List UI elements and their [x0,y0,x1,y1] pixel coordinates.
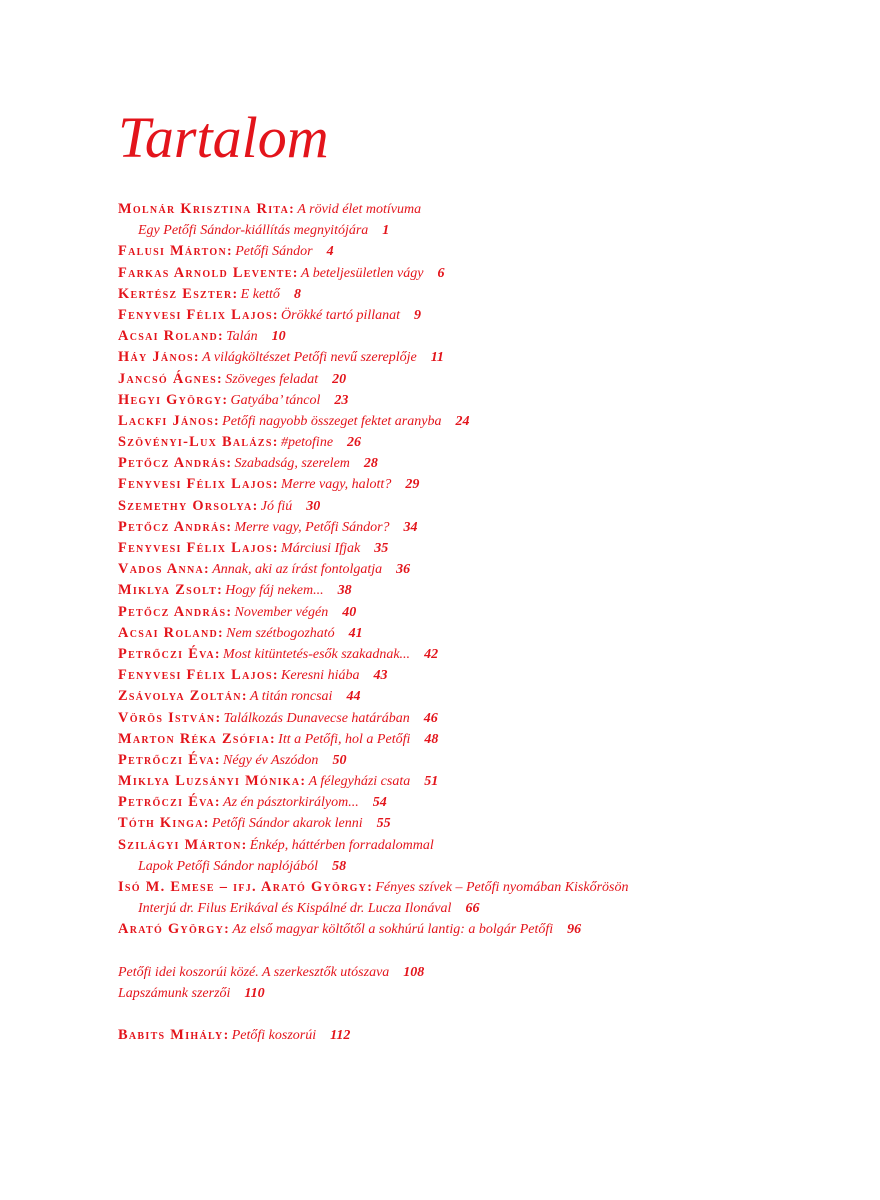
entry-author: Petrőczi Éva [118,645,215,662]
toc-entry: Falusi Márton: Petőfi Sándor 4 [118,243,334,260]
entry-page-number: 41 [348,625,363,641]
toc-entry: Háy János: A világköltészet Petőfi nevű szereplője 11 [118,349,444,366]
entry-author: Isó M. Emese – ifj. Arató György [118,879,368,895]
entry-title: Találkozás Dunavecse határában [223,710,410,726]
toc-entry: Miklya Luzsányi Mónika: A félegyházi csata 51 [118,773,439,790]
entry-page-number: 44 [346,689,361,705]
entry-page-number: 38 [337,583,352,599]
section-spacer [118,941,838,962]
toc-entry: Arató György: Az első magyar költőtől a sokhúrú lantig: a bolgár Petőfi 96 [118,921,582,938]
entry-page-number: 58 [332,858,347,874]
toc-entry: Petrőczi Éva: Négy év Aszódon 50 [118,751,347,768]
entry-title: A rövid élet motívuma [297,202,422,217]
entry-page-number: 108 [403,964,425,980]
entry-page-number: 28 [363,456,378,472]
entry-title: Merre vagy, halott? [281,477,392,493]
entry-page-number: 50 [332,752,347,768]
entry-author: Petőcz András [118,603,227,620]
entry-title: A félegyházi csata [308,774,411,790]
entry-author: Szilágyi Márton [118,836,242,853]
toc-closing-entry: Babits Mihály: Petőfi koszorúi 112 [118,1026,351,1043]
toc-entry: Miklya Zsolt: Hogy fáj nekem... 38 [118,582,352,599]
entry-title: Most kitüntetés-esők szakadnak... [223,646,411,662]
entry-page-number: 26 [347,435,362,451]
entry-page-number: 9 [414,307,422,323]
entry-author: Farkas Arnold Levente [118,264,293,281]
toc-entry: Fenyvesi Félix Lajos: Örökké tartó pillanat 9 [118,306,422,323]
entry-page-number: 42 [424,646,439,662]
entry-author: Petrőczi Éva [118,794,215,811]
entry-page-number: 8 [293,286,301,302]
entry-page-number: 10 [271,329,286,345]
section-spacer [118,1004,838,1025]
table-of-contents [118,199,838,1046]
toc-entry: Petőcz András: Merre vagy, Petőfi Sándor? 34 [118,518,418,535]
toc-entry: Szemethy Orsolya: Jó fiú 30 [118,497,321,514]
toc-entry: Petőcz András: November végén 40 [118,603,357,620]
entry-author: Molnár Krisztina Rita [118,201,290,217]
entry-author: Acsai Roland [118,328,218,345]
toc-entry: Molnár Krisztina Rita: A rövid élet motívuma Egy Petőfi Sándor-kiállítás megnyitójára 1 [118,201,422,239]
entry-author: Petőcz András [118,455,227,472]
entry-author: Falusi Márton [118,243,228,260]
entry-page-number: 48 [424,731,439,747]
entry-author: Hegyi György [118,391,223,408]
entry-title: A beteljesületlen vágy [300,265,424,281]
entry-page-number: 30 [306,498,321,514]
entry-title: Petőfi koszorúi [231,1027,317,1043]
toc-entry: Zsávolya Zoltán: A titán roncsai 44 [118,688,361,705]
toc-entry: Petrőczi Éva: Most kitüntetés-esők szakadnak... 42 [118,645,439,662]
toc-entry: Acsai Roland: Nem szétbogozható 41 [118,624,363,641]
entry-title: Szöveges feladat [225,371,319,387]
entry-title: #petofine [280,435,334,451]
entry-page-number: 51 [424,774,439,790]
entry-title: E kettő [240,286,280,302]
entry-page-number: 36 [396,562,411,578]
entry-title: Az első magyar költőtől a sokhúrú lantig: a bolgár Petőfi [232,922,554,938]
toc-entry: Vados Anna: Annak, aki az írást fontolgatja 36 [118,561,411,578]
entry-author: Szövényi-Lux Balázs [118,434,273,451]
entry-title: Örökké tartó pillanat [281,307,401,323]
entry-subtitle: Lapok Petőfi Sándor naplójából [138,858,319,874]
entry-page-number: 43 [373,668,388,684]
entry-title: Annak, aki az írást fontolgatja [212,562,383,578]
toc-entry: Jancsó Ágnes: Szöveges feladat 20 [118,370,347,387]
entry-author: Szemethy Orsolya [118,497,253,514]
toc-entry: Isó M. Emese – ifj. Arató György: Fényes szívek – Petőfi nyomában Kiskőrösön Interjú dr. Filus Erikával és Kispálné dr. Lucza Ilonával 66 [118,879,629,917]
entry-title: Az én pásztorkirályom... [223,795,359,811]
entry-title: Petőfi Sándor [235,244,313,260]
toc-entry: Fenyvesi Félix Lajos: Merre vagy, halott? 29 [118,476,420,493]
toc-entry: Szövényi-Lux Balázs: #petofine 26 [118,434,362,451]
entry-title: Fényes szívek – Petőfi nyomában Kiskőrösön [375,880,629,895]
entry-author: Lackfi János [118,412,214,429]
entry-title: November végén [234,604,329,620]
entry-author: Fenyvesi Félix Lajos [118,306,273,323]
entry-author: Fenyvesi Félix Lajos [118,540,273,556]
entry-author: Kertész Eszter [118,285,233,302]
entry-page-number: 54 [372,795,387,811]
entry-title: Nem szétbogozható [226,625,335,641]
entry-author: Arató György [118,921,225,938]
entry-author: Háy János [118,349,194,366]
entry-page-number: 55 [376,816,391,832]
entry-author: Zsávolya Zoltán [118,688,242,705]
entry-title: Talán [226,329,258,345]
entry-title: Hogy fáj nekem... [225,583,324,599]
page-title: Tartalom [118,105,329,170]
entry-title: Szabadság, szerelem [234,456,350,472]
toc-entry: Lackfi János: Petőfi nagyobb összeget fektet aranyba 24 [118,412,470,429]
entry-page-number: 35 [374,541,389,556]
entry-author: Marton Réka Zsófia [118,730,270,747]
entry-page-number: 24 [455,413,470,429]
entry-title: Petőfi idei koszorúi közé. A szerkesztők utószava [118,964,390,980]
entry-author: Petrőczi Éva [118,751,215,768]
toc-entry: Petrőczi Éva: Az én pásztorkirályom... 54 [118,794,387,811]
entry-author: Fenyvesi Félix Lajos [118,667,273,684]
entry-title: Márciusi Ifjak [281,541,361,556]
entry-author: Miklya Luzsányi Mónika [118,773,301,790]
entry-page-number: 4 [326,244,334,260]
entry-author: Vörös István [118,709,216,726]
toc-entry: Fenyvesi Félix Lajos: Márciusi Ifjak 35 [118,540,389,556]
toc-entry: Marton Réka Zsófia: Itt a Petőfi, hol a Petőfi 48 [118,730,439,747]
toc-entry: Szilágyi Márton: Énkép, háttérben forradalommal Lapok Petőfi Sándor naplójából 58 [118,836,434,874]
entry-title: Énkép, háttérben forradalommal [249,837,434,853]
entry-page-number: 46 [423,710,438,726]
toc-entry: Vörös István: Találkozás Dunavecse határában 46 [118,709,438,726]
entry-title: Jó fiú [260,498,293,514]
entry-page-number: 112 [330,1027,351,1043]
entry-page-number: 40 [342,604,357,620]
entry-title: A világköltészet Petőfi nevű szereplője [202,350,417,366]
entry-author: Tóth Kinga [118,815,204,832]
toc-extra-entry [118,962,838,983]
toc-entry: Farkas Arnold Levente: A beteljesületlen vágy 6 [118,264,445,281]
entry-subtitle: Egy Petőfi Sándor-kiállítás megnyitójára [138,223,369,239]
toc-entry: Acsai Roland: Talán 10 [118,328,286,345]
entry-page-number: 110 [244,985,265,1001]
toc-entry: Tóth Kinga: Petőfi Sándor akarok lenni 55 [118,815,391,832]
entry-title: Gatyába’ táncol [230,392,321,408]
entry-page-number: 23 [334,392,349,408]
toc-entry: Kertész Eszter: E kettő 8 [118,285,301,302]
entry-page-number: 96 [567,922,582,938]
entry-title: Merre vagy, Petőfi Sándor? [234,519,390,535]
entry-author: Vados Anna [118,561,205,578]
entry-title: Itt a Petőfi, hol a Petőfi [278,731,411,747]
entry-page-number: 1 [382,223,390,239]
entry-title: Petőfi nagyobb összeget fektet aranyba [222,413,442,429]
entry-subtitle: Interjú dr. Filus Erikával és Kispálné dr. Lucza Ilonával [138,901,452,917]
toc-extra-entry [118,983,838,1004]
entry-page-number: 6 [437,265,445,281]
entry-title: Keresni hiába [281,668,360,684]
entry-title: Négy év Aszódon [223,752,319,768]
toc-entry: Hegyi György: Gatyába’ táncol 23 [118,391,349,408]
entry-page-number: 20 [332,371,347,387]
entry-title: Lapszámunk szerzői [118,985,231,1001]
entry-author: Jancsó Ágnes [118,370,218,387]
toc-entry: Fenyvesi Félix Lajos: Keresni hiába 43 [118,667,388,684]
entry-title: A titán roncsai [249,689,333,705]
entry-author: Fenyvesi Félix Lajos [118,476,273,493]
entry-title: Petőfi Sándor akarok lenni [211,816,363,832]
entry-page-number: 29 [405,477,420,493]
entry-page-number: 34 [403,519,418,535]
entry-author: Petőcz András [118,518,227,535]
entry-page-number: 11 [430,350,444,366]
entry-author: Acsai Roland [118,624,218,641]
entry-author: Babits Mihály [118,1026,224,1043]
entry-page-number: 66 [465,901,480,917]
entry-author: Miklya Zsolt [118,582,218,599]
toc-entry: Petőcz András: Szabadság, szerelem 28 [118,455,378,472]
